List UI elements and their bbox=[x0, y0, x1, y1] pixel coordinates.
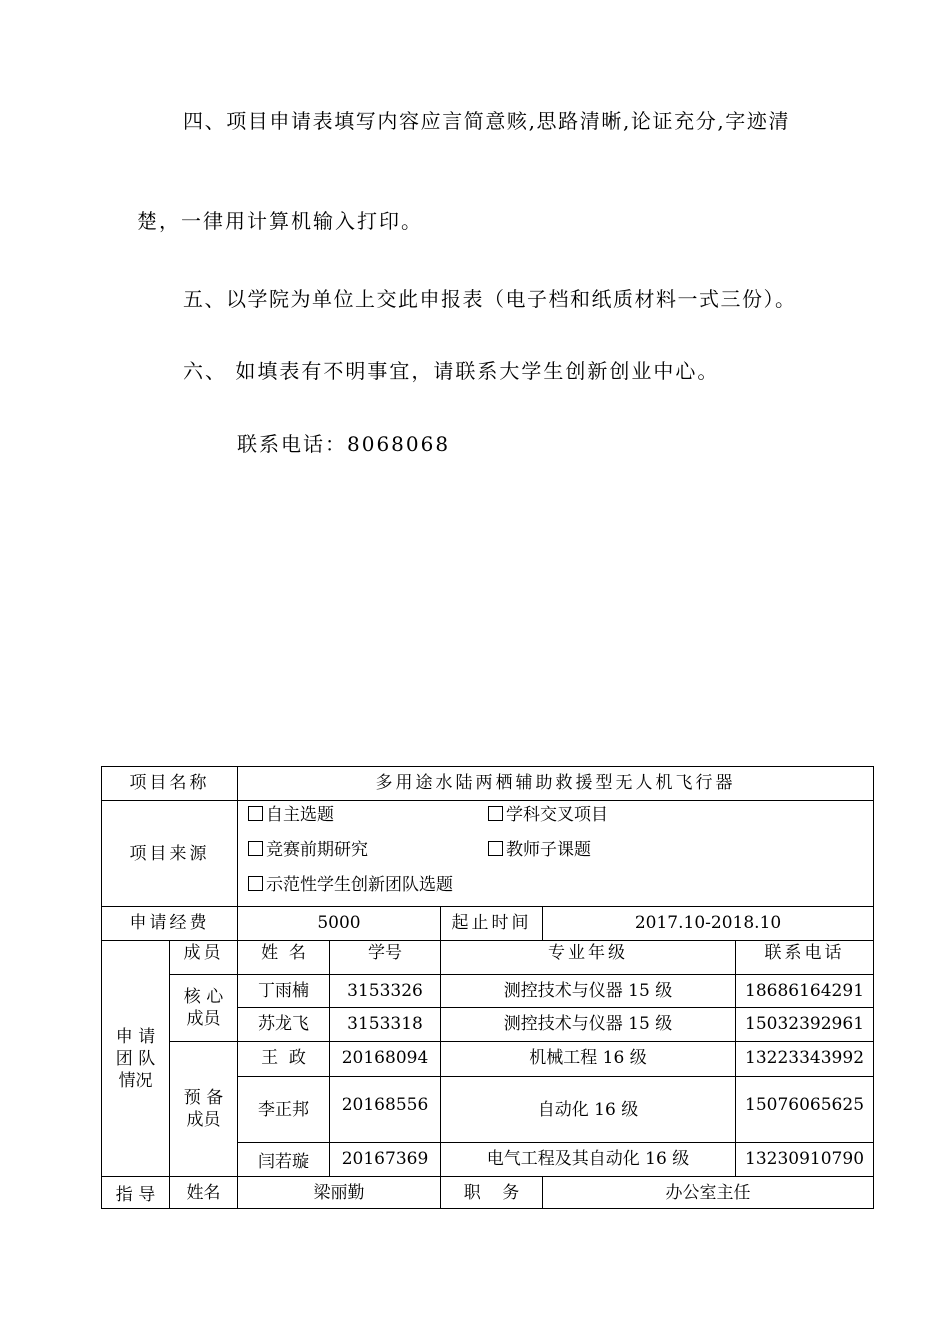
source-option[interactable]: 学科交叉项目 bbox=[488, 803, 728, 827]
member-phone: 15032392961 bbox=[736, 1008, 874, 1042]
member-name: 王 政 bbox=[238, 1042, 330, 1077]
header-major: 专业年级 bbox=[441, 941, 736, 975]
header-student-id: 学号 bbox=[330, 941, 441, 975]
member-id: 20168556 bbox=[330, 1077, 441, 1143]
source-option[interactable]: 自主选题 bbox=[248, 803, 488, 827]
instruction-item-4-line-1: 四、项目申请表填写内容应言简意赅,思路清晰,论证充分,字迹清 bbox=[183, 109, 791, 133]
project-name-value: 多用途水陆两栖辅助救援型无人机飞行器 bbox=[238, 767, 874, 801]
member-phone: 13230910790 bbox=[736, 1143, 874, 1177]
funding-label: 申请经费 bbox=[102, 907, 238, 941]
source-option[interactable]: 教师子课题 bbox=[488, 838, 728, 862]
checkbox-icon[interactable] bbox=[248, 841, 263, 856]
checkbox-icon[interactable] bbox=[488, 806, 503, 821]
source-option[interactable]: 示范性学生创新团队选题 bbox=[248, 873, 548, 897]
member-name: 李正邦 bbox=[238, 1077, 330, 1143]
team-label: 申 请 团 队 情况 bbox=[102, 941, 170, 1177]
member-phone: 13223343992 bbox=[736, 1042, 874, 1077]
reserve-members-label: 预 备 成员 bbox=[170, 1042, 238, 1177]
header-name: 姓 名 bbox=[238, 941, 330, 975]
advisor-title-label: 职 务 bbox=[441, 1177, 543, 1209]
member-id: 3153326 bbox=[330, 975, 441, 1008]
header-role: 成员 bbox=[170, 941, 238, 975]
period-value: 2017.10-2018.10 bbox=[543, 907, 874, 941]
header-phone: 联系电话 bbox=[736, 941, 874, 975]
project-source-options bbox=[238, 801, 874, 907]
member-id: 20167369 bbox=[330, 1143, 441, 1177]
member-id: 3153318 bbox=[330, 1008, 441, 1042]
advisor-name-value: 梁丽勤 bbox=[238, 1177, 441, 1209]
checkbox-icon[interactable] bbox=[248, 806, 263, 821]
checkbox-icon[interactable] bbox=[248, 876, 263, 891]
member-major: 测控技术与仪器 15 级 bbox=[441, 1008, 736, 1042]
member-major: 电气工程及其自动化 16 级 bbox=[441, 1143, 736, 1177]
contact-phone: 联系电话：8068068 bbox=[237, 432, 451, 456]
advisor-title-value: 办公室主任 bbox=[543, 1177, 874, 1209]
member-phone: 18686164291 bbox=[736, 975, 874, 1008]
project-source-label: 项目来源 bbox=[102, 801, 238, 907]
member-major: 机械工程 16 级 bbox=[441, 1042, 736, 1077]
source-option[interactable]: 竞赛前期研究 bbox=[248, 838, 488, 862]
instruction-item-4-line-2: 楚，一律用计算机输入打印。 bbox=[137, 209, 423, 233]
application-form-table bbox=[101, 766, 874, 1209]
advisor-name-label: 姓名 bbox=[170, 1177, 238, 1209]
period-label: 起止时间 bbox=[441, 907, 543, 941]
member-name: 闫若璇 bbox=[238, 1143, 330, 1177]
funding-value: 5000 bbox=[238, 907, 441, 941]
instruction-item-6: 六、 如填表有不明事宜，请联系大学生创新创业中心。 bbox=[183, 359, 720, 383]
member-major: 自动化 16 级 bbox=[441, 1077, 736, 1143]
advisor-label: 指 导 bbox=[102, 1177, 170, 1209]
instruction-item-5: 五、以学院为单位上交此申报表（电子档和纸质材料一式三份）。 bbox=[183, 287, 797, 311]
member-id: 20168094 bbox=[330, 1042, 441, 1077]
member-major: 测控技术与仪器 15 级 bbox=[441, 975, 736, 1008]
member-name: 苏龙飞 bbox=[238, 1008, 330, 1042]
core-members-label: 核 心 成员 bbox=[170, 975, 238, 1042]
member-phone: 15076065625 bbox=[736, 1077, 874, 1143]
project-name-label: 项目名称 bbox=[102, 767, 238, 801]
member-name: 丁雨楠 bbox=[238, 975, 330, 1008]
checkbox-icon[interactable] bbox=[488, 841, 503, 856]
